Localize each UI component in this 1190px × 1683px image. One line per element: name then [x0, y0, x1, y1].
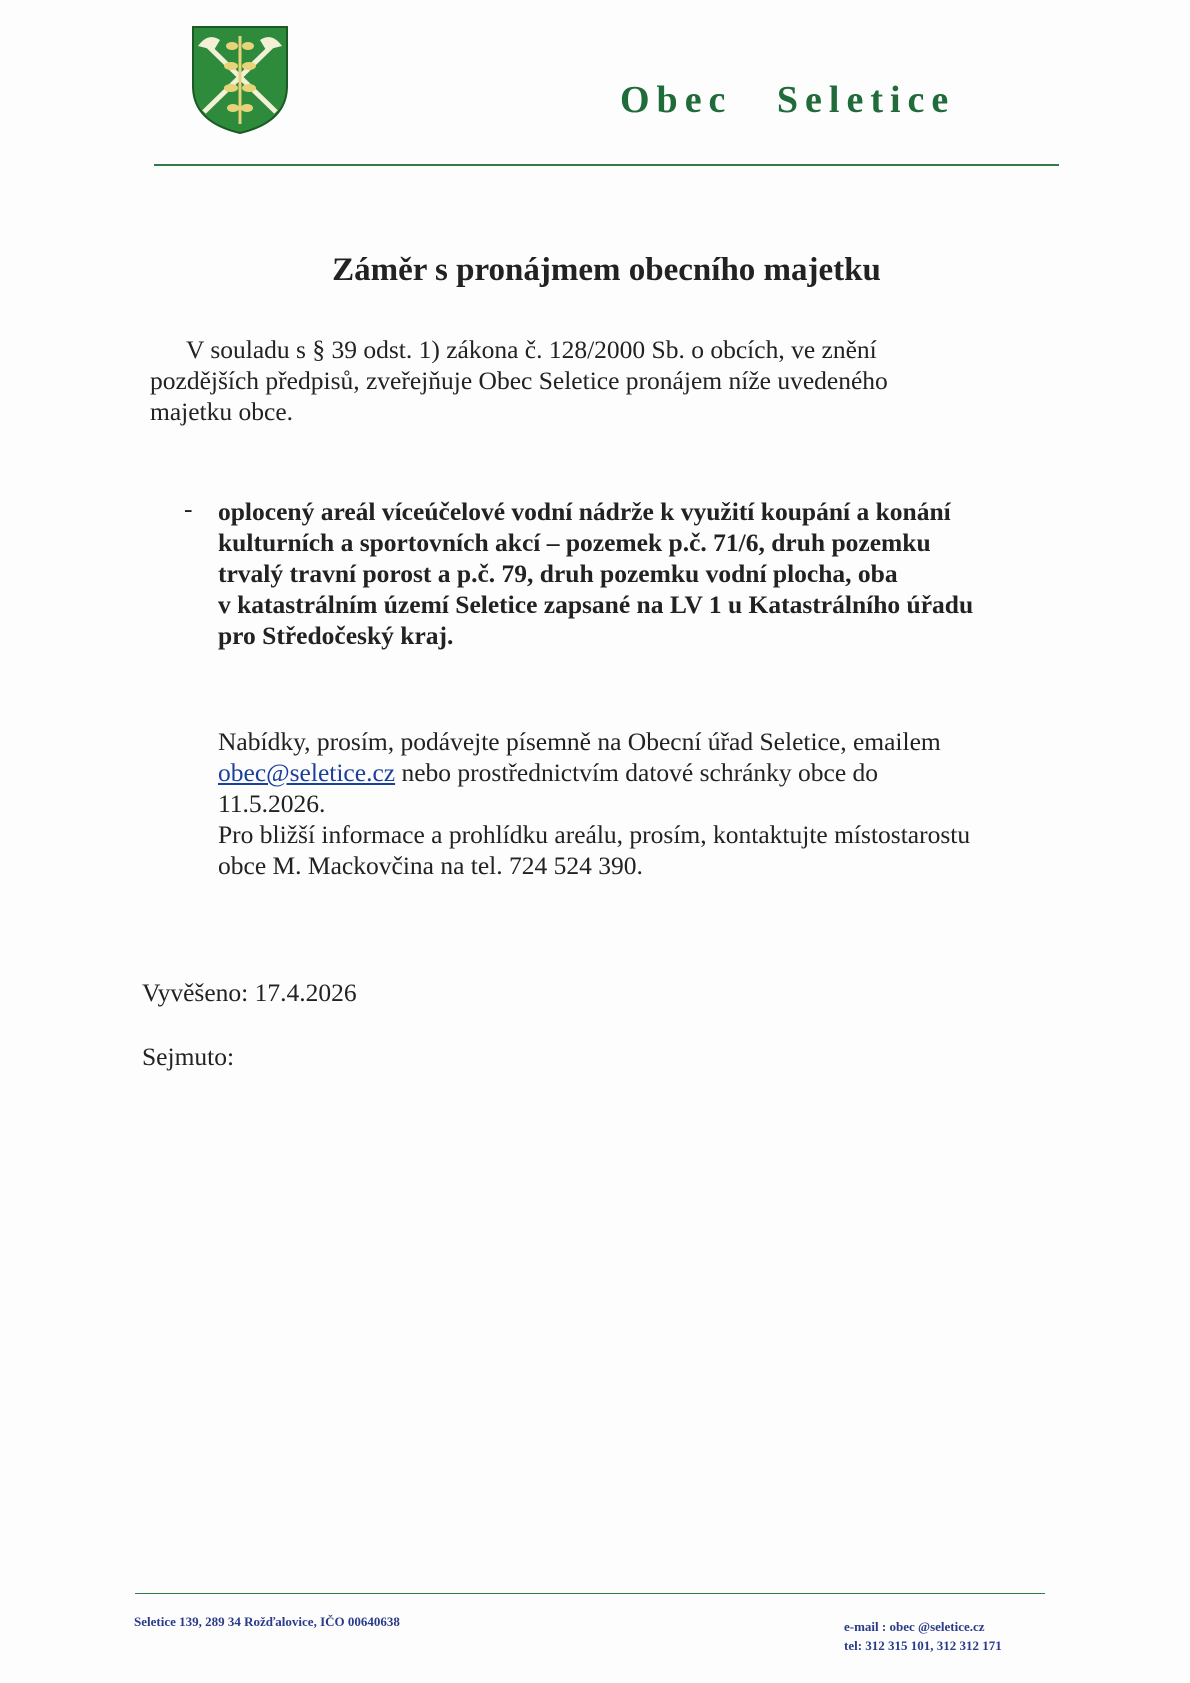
- property-description: [218, 496, 1068, 651]
- bullet-line: pro Středočeský kraj.: [218, 621, 454, 650]
- footer-contact: [844, 1617, 1002, 1655]
- bullet-marker: -: [184, 494, 193, 523]
- footer-divider: [135, 1593, 1045, 1594]
- header-divider: [154, 164, 1059, 166]
- footer-address: Seletice 139, 289 34 Rožďalovice, IČO 00640638: [134, 1614, 400, 1629]
- intro-line: pozdějších předpisů, zveřejňuje Obec Seletice pronájem níže uvedeného: [150, 366, 888, 395]
- email-link[interactable]: obec@seletice.cz: [218, 758, 396, 787]
- intro-line: V souladu s § 39 odst. 1) zákona č. 128/2000 Sb. o obcích, ve znění: [186, 335, 877, 364]
- offers-line: Nabídky, prosím, podávejte písemně na Obecní úřad Seletice, emailem: [218, 727, 941, 756]
- intro-paragraph: [150, 334, 1000, 427]
- offers-line: [218, 757, 1068, 788]
- bullet-line: oplocený areál víceúčelové vodní nádrže k využití koupání a konání: [218, 497, 951, 526]
- document-title: Záměr s pronájmem obecního majetku: [332, 252, 881, 288]
- offers-text: nebo prostřednictvím datové schránky obce do: [395, 758, 879, 787]
- municipality-name: Obec Seletice: [620, 79, 956, 121]
- bullet-line: trvalý travní porost a p.č. 79, druh pozemku vodní plocha, oba: [218, 559, 898, 588]
- footer-phone: tel: 312 315 101, 312 312 171: [844, 1638, 1002, 1653]
- removed-date: Sejmuto:: [142, 1042, 235, 1071]
- coat-of-arms-crest: [190, 24, 290, 136]
- bullet-line: kulturních a sportovních akcí – pozemek p.č. 71/6, druh pozemku: [218, 528, 931, 557]
- offers-line: obce M. Mackovčina na tel. 724 524 390.: [218, 851, 643, 880]
- offers-deadline: 11.5.2026.: [218, 789, 326, 818]
- bullet-line: v katastrálním území Seletice zapsané na LV 1 u Katastrálního úřadu: [218, 590, 974, 619]
- footer-email: e-mail : obec @seletice.cz: [844, 1619, 985, 1634]
- offers-paragraph: [218, 726, 1068, 881]
- offers-line: Pro bližší informace a prohlídku areálu, prosím, kontaktujte místostarostu: [218, 820, 971, 849]
- intro-line: majetku obce.: [150, 397, 294, 426]
- posted-date: Vyvěšeno: 17.4.2026: [142, 978, 357, 1007]
